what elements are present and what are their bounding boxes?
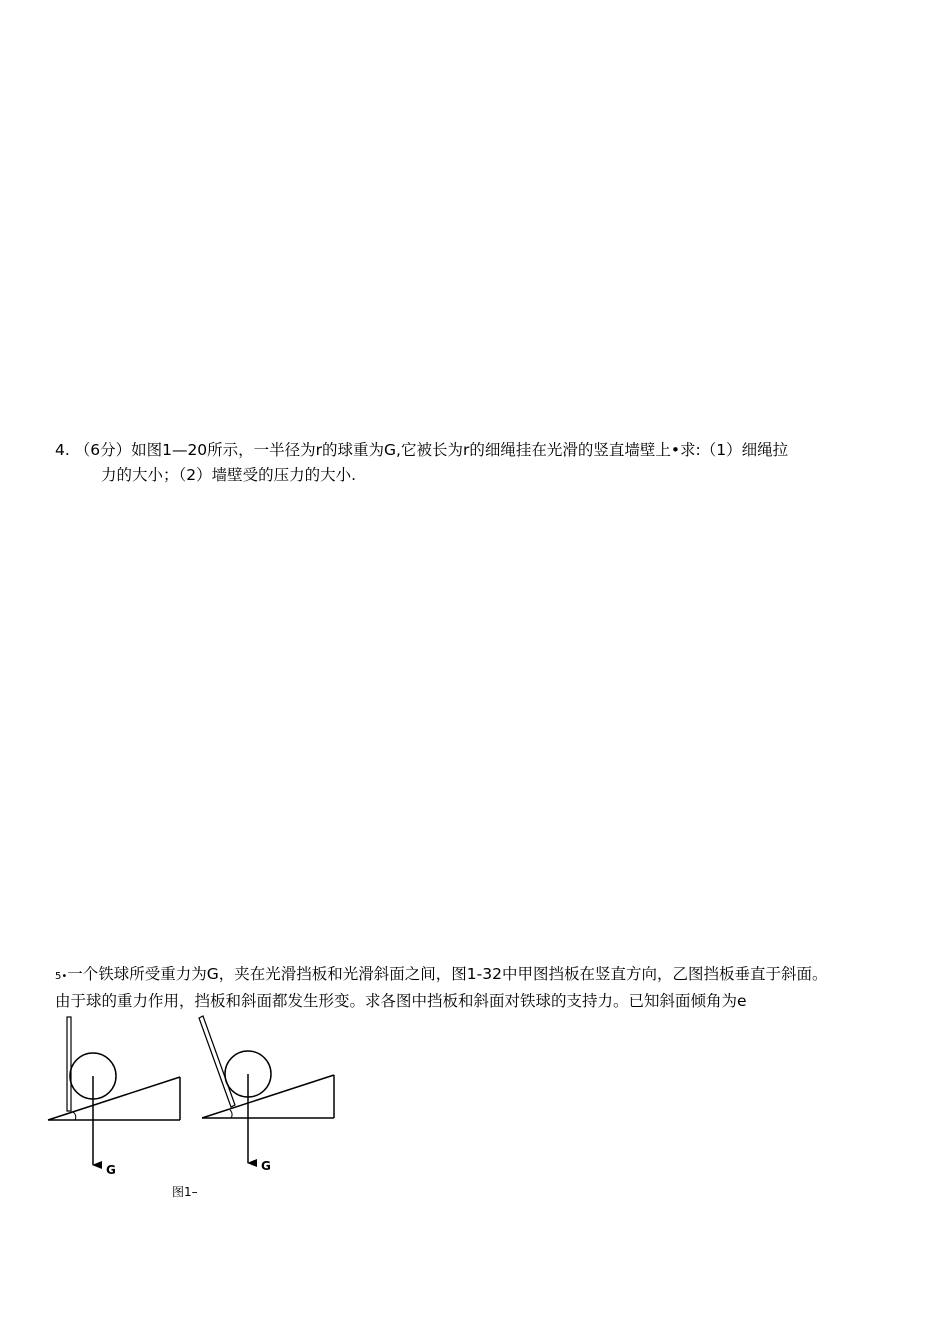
left-vertical-baffle	[67, 1017, 71, 1111]
right-tilted-baffle	[199, 1016, 235, 1107]
question-4	[55, 438, 905, 488]
right-gravity-label: G	[261, 1159, 271, 1173]
figure-1-32	[0, 1005, 360, 1209]
question-5-line-1-text: 一个铁球所受重力为G，夹在光滑挡板和光滑斜面之间，图1-32中甲图挡板在竖直方向，乙图挡板垂直于斜面。	[67, 965, 828, 983]
question-4-line-2: 力的大小；（2）墙壁受的压力的大小.	[101, 466, 357, 484]
figure-diagram	[0, 1005, 360, 1205]
figure-caption: 图1–	[172, 1185, 198, 1199]
left-gravity-label: G	[106, 1163, 116, 1177]
left-angle-arc	[73, 1112, 76, 1120]
question-4-line-1: 4. （6分）如图1—20所示，一半径为r的球重为G,它被长为r的细绳挂在光滑的竖直墙壁上•求:（1）细绳拉	[55, 441, 789, 459]
left-diagram	[48, 1017, 180, 1177]
question-5-line-2: 由于球的重力作用，挡板和斜面都发生形变。求各图中挡板和斜面对铁球的支持力。已知斜面倾角为e	[55, 992, 747, 1010]
right-diagram	[199, 1016, 334, 1173]
question-5-line-1	[55, 962, 935, 989]
question-5-number: 5•	[55, 971, 68, 982]
right-angle-arc	[230, 1110, 232, 1118]
